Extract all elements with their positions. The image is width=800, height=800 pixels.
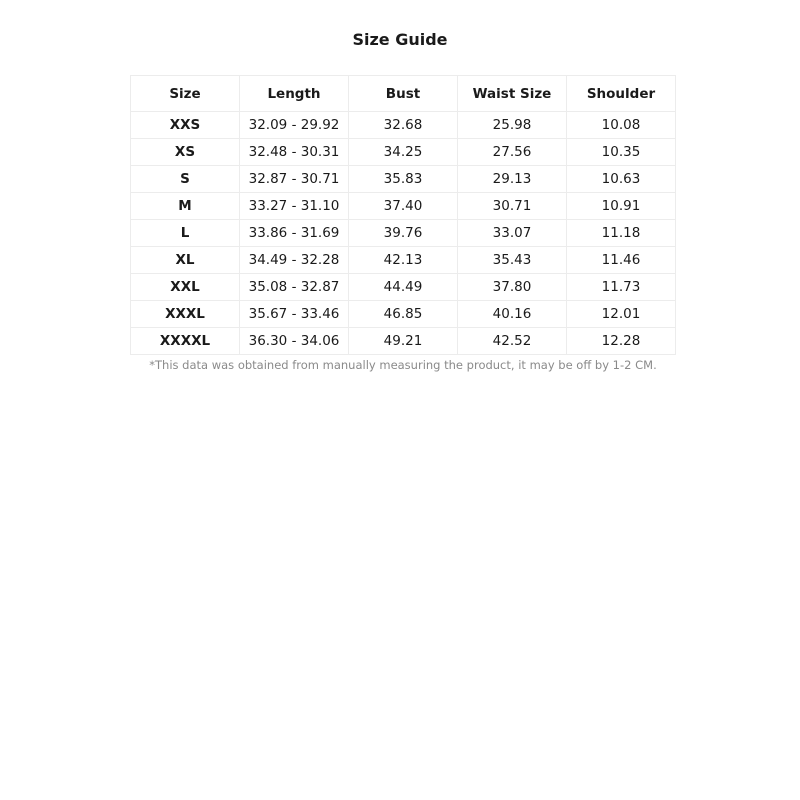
shoulder-cell: 12.01 (567, 301, 676, 328)
length-cell: 32.87 - 30.71 (240, 166, 349, 193)
length-cell: 32.09 - 29.92 (240, 112, 349, 139)
table-row (131, 274, 676, 301)
length-cell: 32.48 - 30.31 (240, 139, 349, 166)
bust-cell: 42.13 (349, 247, 458, 274)
size-cell: XXS (131, 112, 240, 139)
bust-cell: 49.21 (349, 328, 458, 355)
waist-cell: 25.98 (458, 112, 567, 139)
waist-cell: 33.07 (458, 220, 567, 247)
size-cell: S (131, 166, 240, 193)
shoulder-cell: 12.28 (567, 328, 676, 355)
table-row (131, 166, 676, 193)
waist-cell: 27.56 (458, 139, 567, 166)
bust-cell: 35.83 (349, 166, 458, 193)
header-shoulder: Shoulder (567, 76, 676, 112)
table-row (131, 139, 676, 166)
table-row (131, 193, 676, 220)
shoulder-cell: 11.46 (567, 247, 676, 274)
page-title: Size Guide (352, 30, 448, 49)
size-table (130, 75, 676, 355)
waist-cell: 29.13 (458, 166, 567, 193)
table-row (131, 220, 676, 247)
waist-cell: 42.52 (458, 328, 567, 355)
shoulder-cell: 10.08 (567, 112, 676, 139)
size-cell: XS (131, 139, 240, 166)
header-bust: Bust (349, 76, 458, 112)
measurement-note: *This data was obtained from manually measuring the product, it may be off by 1-2 CM. (149, 358, 657, 372)
shoulder-cell: 10.63 (567, 166, 676, 193)
length-cell: 36.30 - 34.06 (240, 328, 349, 355)
shoulder-cell: 11.73 (567, 274, 676, 301)
size-cell: XXXXL (131, 328, 240, 355)
length-cell: 35.08 - 32.87 (240, 274, 349, 301)
shoulder-cell: 11.18 (567, 220, 676, 247)
table-row (131, 112, 676, 139)
shoulder-cell: 10.35 (567, 139, 676, 166)
waist-cell: 40.16 (458, 301, 567, 328)
length-cell: 33.86 - 31.69 (240, 220, 349, 247)
size-cell: L (131, 220, 240, 247)
bust-cell: 34.25 (349, 139, 458, 166)
length-cell: 35.67 - 33.46 (240, 301, 349, 328)
bust-cell: 32.68 (349, 112, 458, 139)
table-row (131, 247, 676, 274)
bust-cell: 37.40 (349, 193, 458, 220)
header-size: Size (131, 76, 240, 112)
table-row (131, 301, 676, 328)
bust-cell: 46.85 (349, 301, 458, 328)
size-cell: XXXL (131, 301, 240, 328)
bust-cell: 44.49 (349, 274, 458, 301)
bust-cell: 39.76 (349, 220, 458, 247)
waist-cell: 37.80 (458, 274, 567, 301)
waist-cell: 30.71 (458, 193, 567, 220)
size-cell: XL (131, 247, 240, 274)
table-header-row (131, 76, 676, 112)
shoulder-cell: 10.91 (567, 193, 676, 220)
size-cell: M (131, 193, 240, 220)
header-length: Length (240, 76, 349, 112)
length-cell: 34.49 - 32.28 (240, 247, 349, 274)
size-cell: XXL (131, 274, 240, 301)
table-row (131, 328, 676, 355)
length-cell: 33.27 - 31.10 (240, 193, 349, 220)
waist-cell: 35.43 (458, 247, 567, 274)
header-waist-size: Waist Size (458, 76, 567, 112)
